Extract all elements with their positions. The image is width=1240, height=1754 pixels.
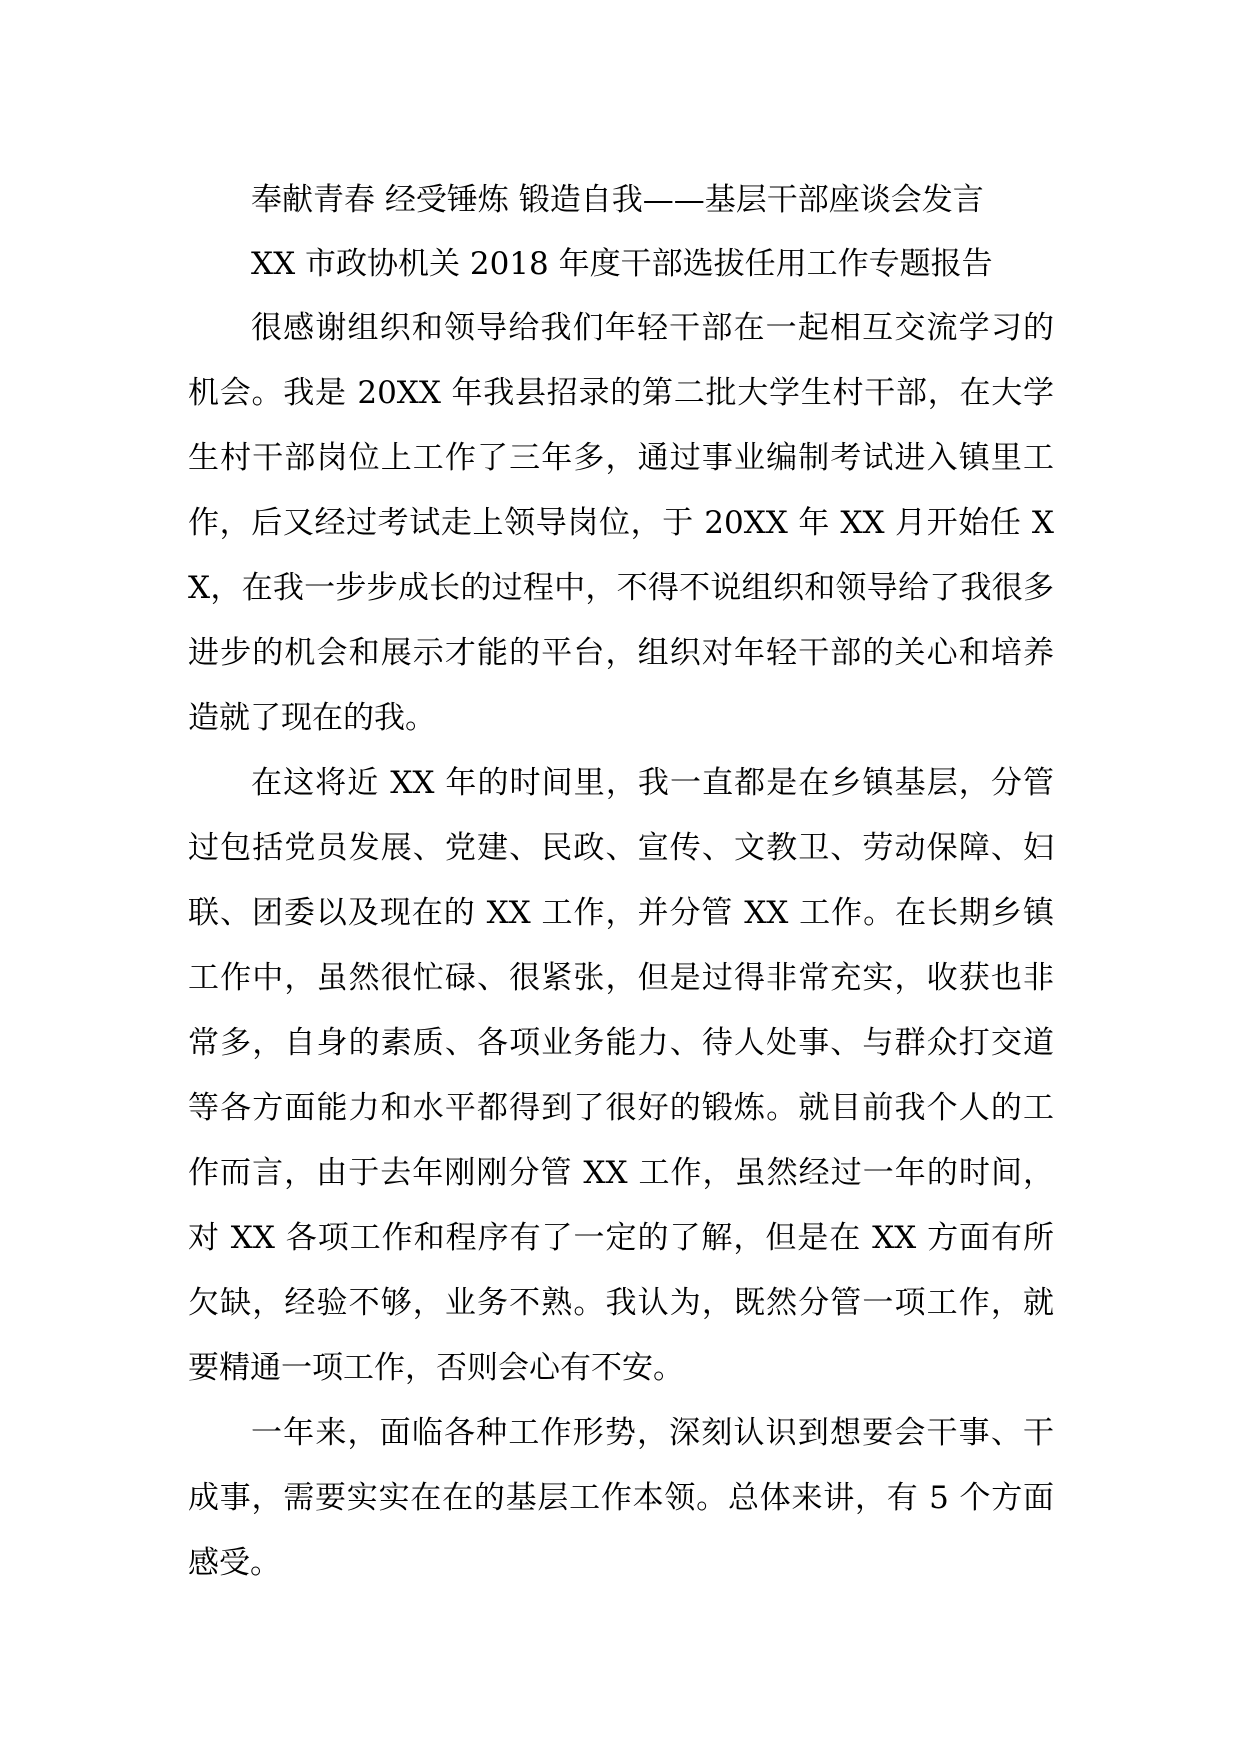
document-body [188,168,1054,1596]
paragraph-3: 一年来，面临各种工作形势，深刻认识到想要会干事、干成事，需要实实在在的基层工作本领。总体来讲，有 5 个方面感受。 [188,1415,1054,1581]
document-subtitle: XX 市政协机关 2018 年度干部选拔任用工作专题报告 [251,246,993,282]
document-title: 奉献青春 经受锤炼 锻造自我——基层干部座谈会发言 [251,182,984,218]
paragraph-1: 很感谢组织和领导给我们年轻干部在一起相互交流学习的机会。我是 20XX 年我县招录的第二批大学生村干部，在大学生村干部岗位上工作了三年多，通过事业编制考试进入镇里工作，后又经过考试走上领导岗位，于 20XX 年 XX 月开始任 XX，在我一步步成长的过程中，不得不说组织和领导给了我很多进步的机会和展示才能的平台，组织对年轻干部的关心和培养造就了现在的我。 [188,310,1054,736]
paragraph-2: 在这将近 XX 年的时间里，我一直都是在乡镇基层，分管过包括党员发展、党建、民政、宣传、文教卫、劳动保障、妇联、团委以及现在的 XX 工作，并分管 XX 工作。在长期乡镇工作中，虽然很忙碌、很紧张，但是过得非常充实，收获也非常多，自身的素质、各项业务能力、待人处事、与群众打交道等各方面能力和水平都得到了很好的锻炼。就目前我个人的工作而言，由于去年刚刚分管 XX 工作，虽然经过一年的时间，对 XX 各项工作和程序有了一定的了解，但是在 XX 方面有所欠缺，经验不够，业务不熟。我认为，既然分管一项工作，就要精通一项工作，否则会心有不安。 [188,765,1054,1386]
